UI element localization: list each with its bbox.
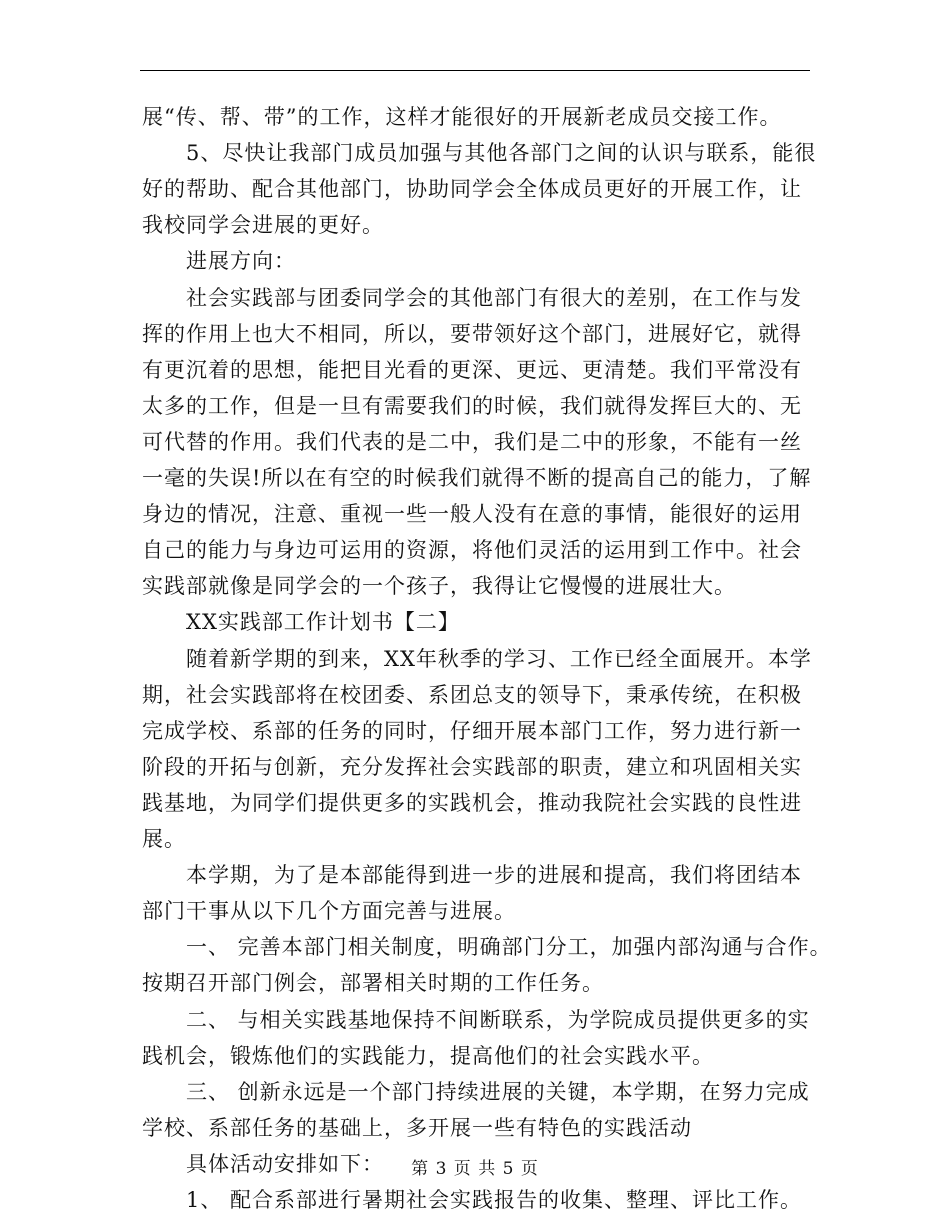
text-line: 我校同学会进展的更好。 <box>142 213 384 238</box>
text-line: 完成学校、系部的任务的同时，仔细开展本部门工作，努力进行新一 <box>142 718 802 743</box>
text-line: 展。 <box>142 827 186 851</box>
header-rule <box>140 70 810 71</box>
page-footer: 第 3 页 共 5 页 <box>411 1159 539 1179</box>
text-line: 按期召开部门例会，部署相关时期的工作任务。 <box>142 971 604 996</box>
text-line: 一毫的失误!所以在有空的时候我们就得不断的提高自己的能力，了解 <box>142 466 812 490</box>
text-line: 自己的能力与身边可运用的资源，将他们灵活的运用到工作中。社会 <box>142 538 802 563</box>
text-line: 社会实践部与团委同学会的其他部门有很大的差别，在工作与发 <box>186 285 802 310</box>
text-line: 三、 创新永远是一个部门持续进展的关键，本学期，在努力完成 <box>186 1079 810 1104</box>
text-line: 随着新学期的到来，XX年秋季的学习、工作已经全面展开。本学 <box>186 646 812 671</box>
text-line: XX实践部工作计划书【二】 <box>186 610 460 635</box>
text-line: 践基地，为同学们提供更多的实践机会，推动我院社会实践的良性进 <box>142 790 802 815</box>
text-line: 实践部就像是同学会的一个孩子，我得让它慢慢的进展壮大。 <box>142 574 736 599</box>
text-line: 展“传、帮、带”的工作，这样才能很好的开展新老成员交接工作。 <box>142 105 782 129</box>
text-line: 二、 与相关实践基地保持不间断联系，为学院成员提供更多的实 <box>186 1007 810 1032</box>
text-line: 可代替的作用。我们代表的是二中，我们是二中的形象，不能有一丝 <box>142 429 802 454</box>
text-line: 好的帮助、配合其他部门，协助同学会全体成员更好的开展工作，让 <box>142 177 802 202</box>
text-line: 学校、系部任务的基础上，多开展一些有特色的实践活动 <box>142 1115 692 1140</box>
text-line: 具体活动安排如下： <box>186 1151 384 1176</box>
text-line: 挥的作用上也大不相同，所以，要带领好这个部门，进展好它，就得 <box>142 321 802 346</box>
text-line: 太多的工作，但是一旦有需要我们的时候，我们就得发挥巨大的、无 <box>142 393 802 418</box>
text-line: 阶段的开拓与创新，充分发挥社会实践部的职责，建立和巩固相关实 <box>142 754 802 779</box>
text-line: 本学期，为了是本部能得到进一步的进展和提高，我们将团结本 <box>186 863 802 888</box>
text-line: 身边的情况，注意、重视一些一般人没有在意的事情，能很好的运用 <box>142 502 802 527</box>
text-line: 5、尽快让我部门成员加强与其他各部门之间的认识与联系，能很 <box>186 141 817 166</box>
text-line: 部门干事从以下几个方面完善与进展。 <box>142 899 516 924</box>
text-line: 进展方向： <box>186 249 296 274</box>
text-line: 践机会，锻炼他们的实践能力，提高他们的社会实践水平。 <box>142 1043 714 1068</box>
text-line: 1、 配合系部进行暑期社会实践报告的收集、整理、评比工作。 <box>186 1188 803 1212</box>
text-line: 期，社会实践部将在校团委、系团总支的领导下，秉承传统，在积极 <box>142 682 802 707</box>
text-line: 一、 完善本部门相关制度，明确部门分工，加强内部沟通与合作。 <box>186 935 832 960</box>
text-line: 有更沉着的思想，能把目光看的更深、更远、更清楚。我们平常没有 <box>142 357 802 382</box>
